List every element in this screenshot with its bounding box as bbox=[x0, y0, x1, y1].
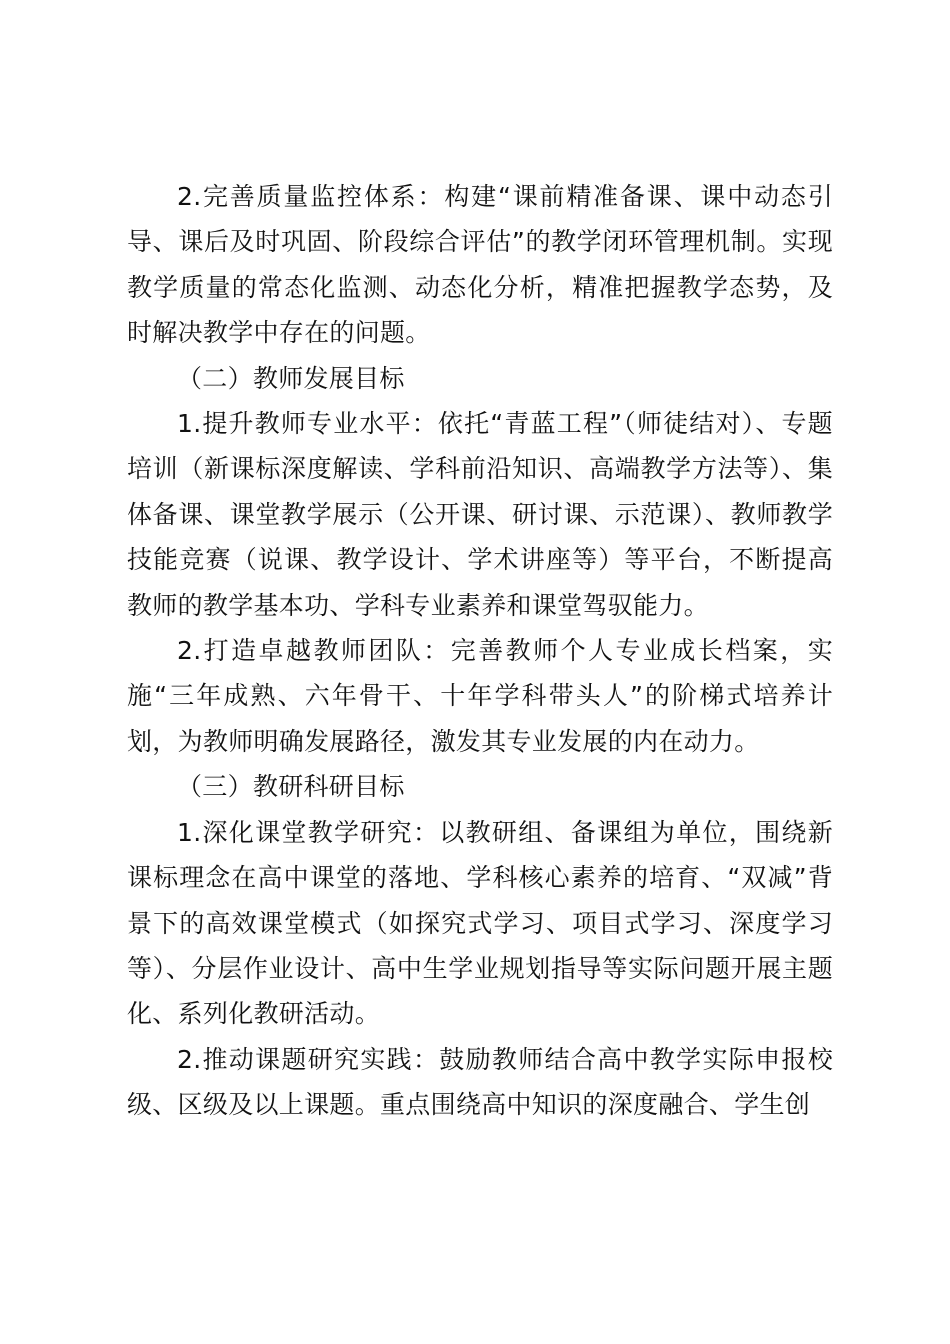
section-heading-teaching-research: （三）教研科研目标 bbox=[177, 772, 405, 802]
paragraph-project-research: 2.推动课题研究实践：鼓励教师结合高中教学实际申报校级、区级及以上课题。重点围绕高中知识的深度融合、学生创 bbox=[127, 1044, 833, 1120]
paragraph-quality-monitoring: 2.完善质量监控体系：构建“课前精准备课、课中动态引导、课后及时巩固、阶段综合评估”的教学闭环管理机制。实现教学质量的常态化监测、动态化分析，精准把握教学态势，及时解决教学中存在的问题。 bbox=[127, 182, 833, 348]
paragraph-classroom-research: 1.深化课堂教学研究：以教研组、备课组为单位，围绕新课标理念在高中课堂的落地、学科核心素养的培育、“双减”背景下的高效课堂模式（如探究式学习、项目式学习、深度学习等）、分层作业设计、高中生学业规划指导等实际问题开展主题化、系列化教研活动。 bbox=[127, 817, 833, 1029]
paragraph-teacher-professional-level: 1.提升教师专业水平：依托“青蓝工程”（师徒结对）、专题培训（新课标深度解读、学科前沿知识、高端教学方法等）、集体备课、课堂教学展示（公开课、研讨课、示范课）、教师教学技能竞赛（说课、教学设计、学术讲座等）等平台，不断提高教师的教学基本功、学科专业素养和课堂驾驭能力。 bbox=[127, 409, 833, 620]
paragraph-excellent-teacher-team: 2.打造卓越教师团队：完善教师个人专业成长档案，实施“三年成熟、六年骨干、十年学科带头人”的阶梯式培养计划，为教师明确发展路径，激发其专业发展的内在动力。 bbox=[127, 636, 833, 756]
document-body bbox=[127, 174, 833, 1128]
section-heading-teacher-development: （二）教师发展目标 bbox=[177, 363, 405, 393]
